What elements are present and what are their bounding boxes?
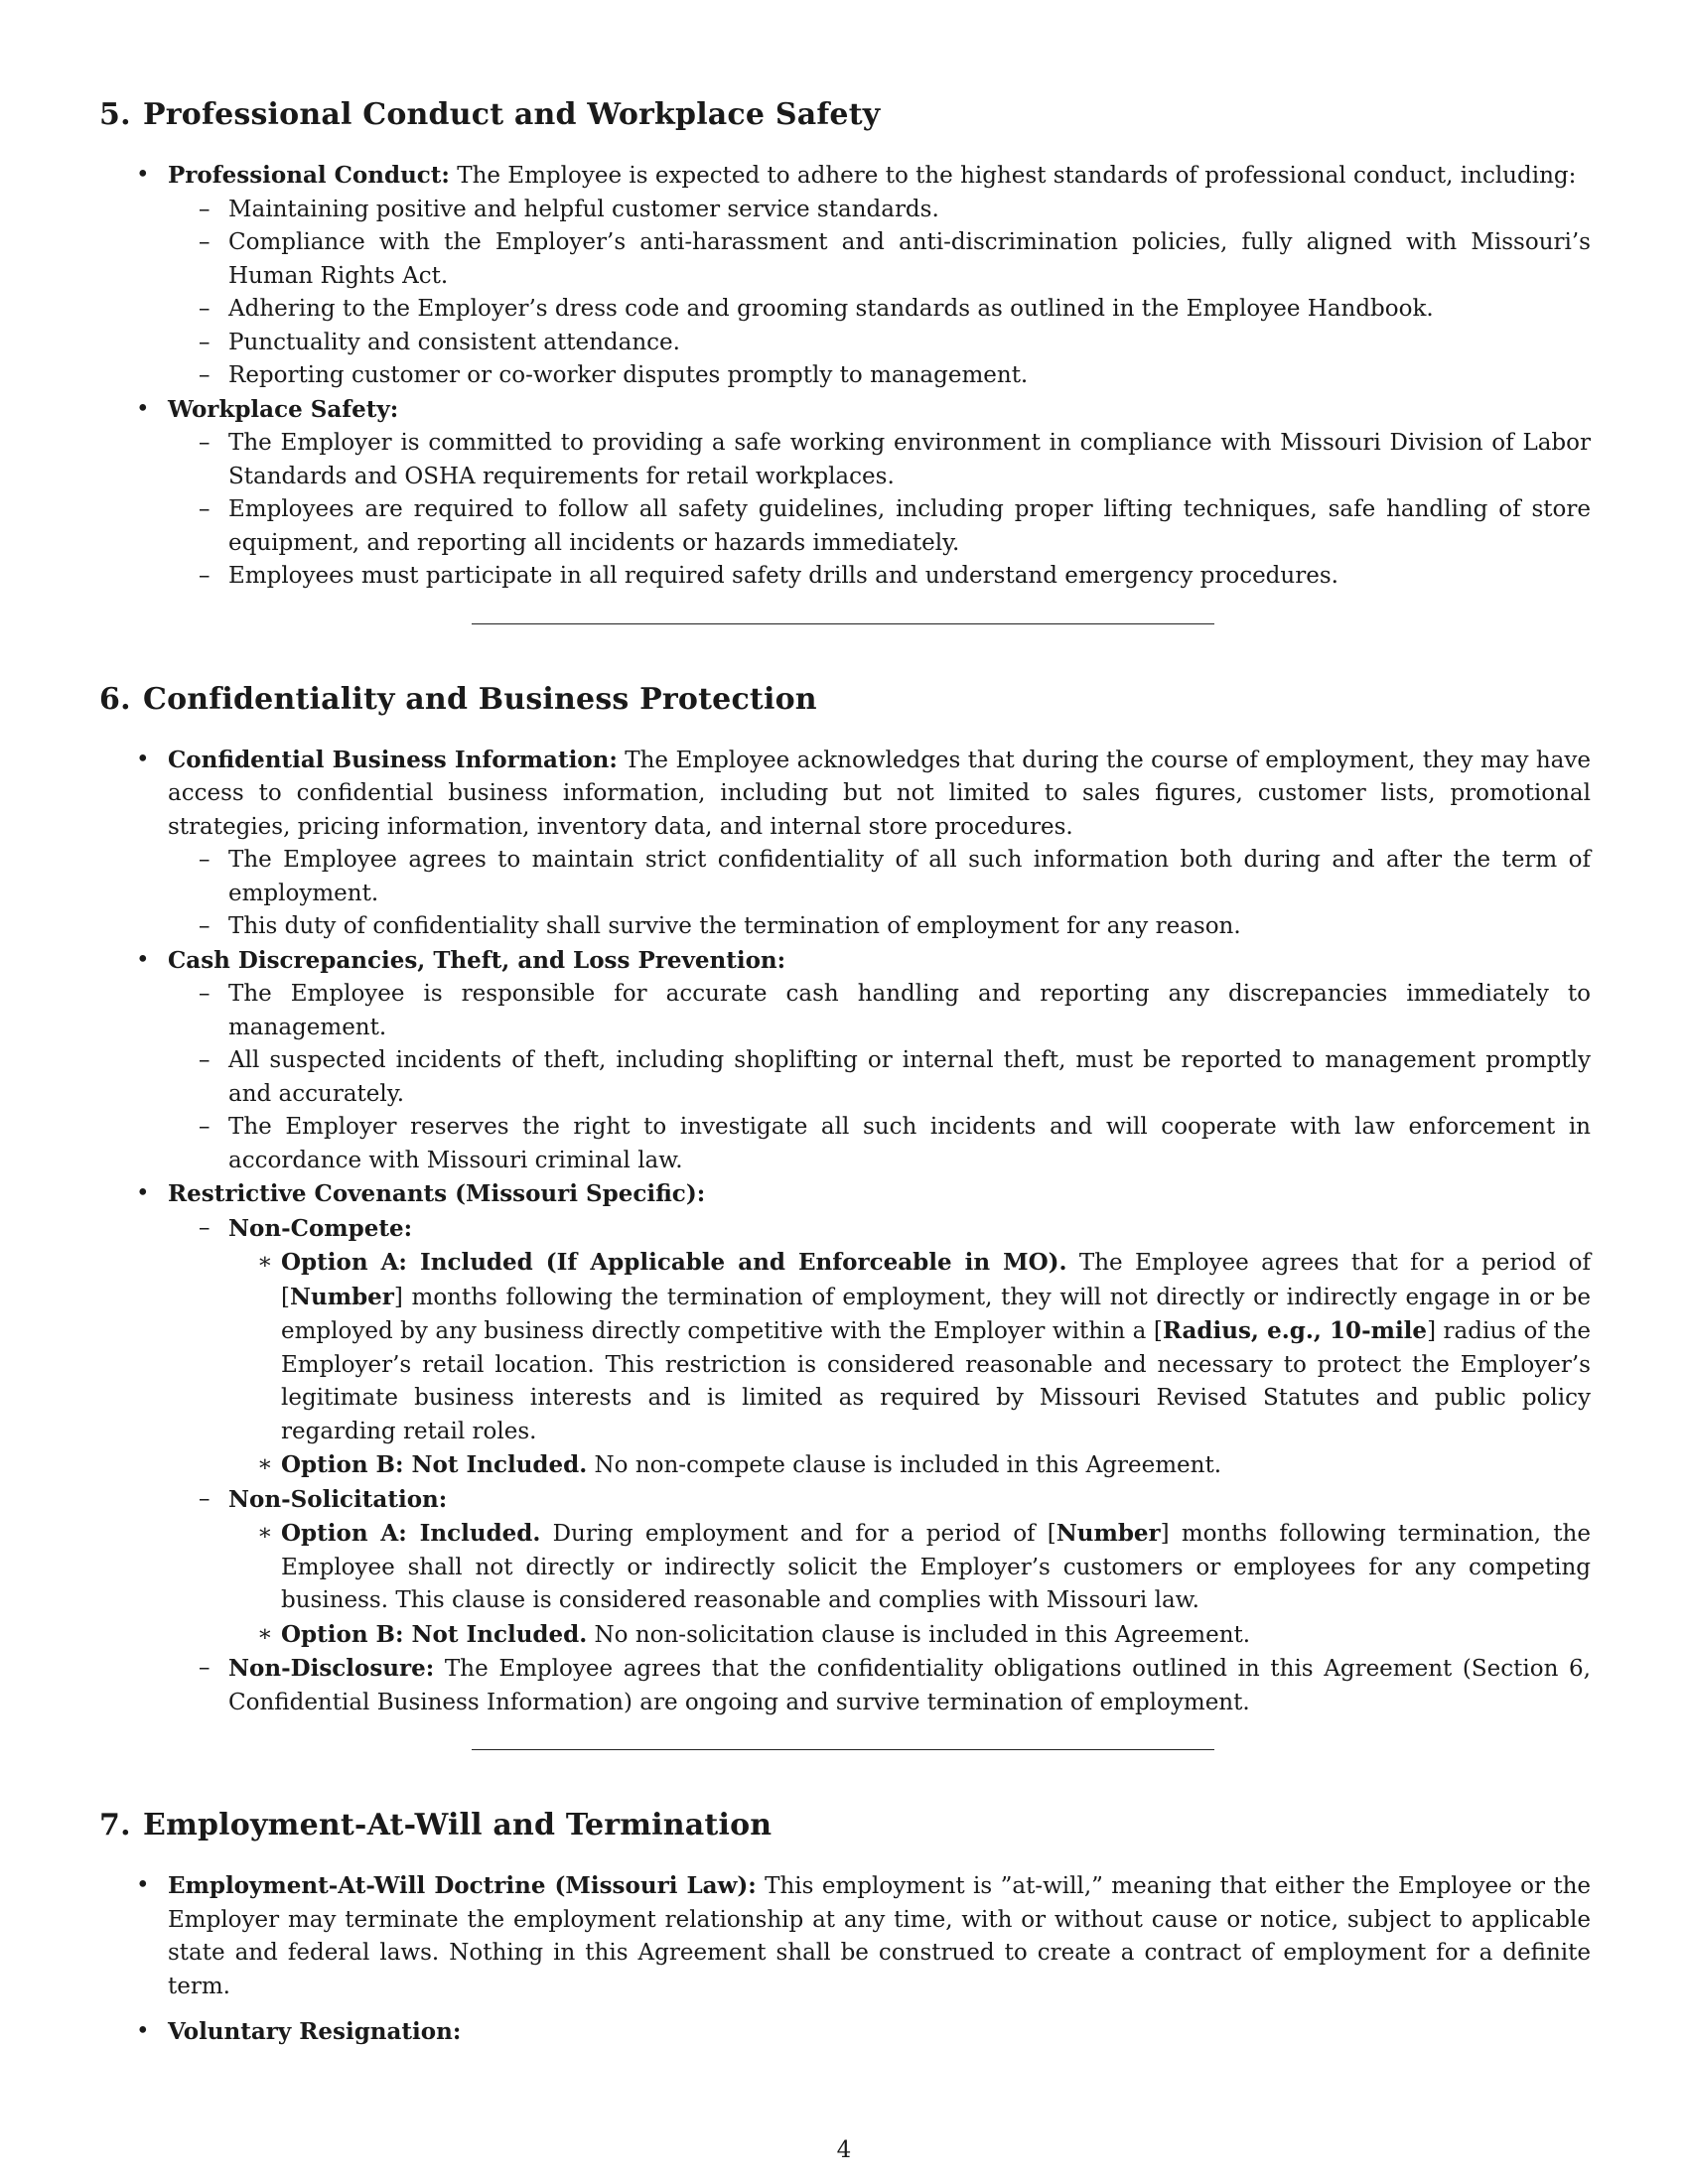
bullet-list: [99, 159, 1591, 594]
section-7: [99, 1802, 1591, 2050]
list-item-voluntary-resignation: • Voluntary Resignation:: [136, 2018, 462, 2045]
item-label: Restrictive Covenants (Missouri Specific):: [168, 1180, 706, 1207]
placeholder-field: Number: [289, 1283, 394, 1310]
item-label: Professional Conduct:: [168, 162, 450, 189]
sub-sub-list: [228, 1246, 1591, 1483]
section-number: 5.: [99, 97, 131, 132]
sub-list: [168, 978, 1591, 1177]
item-label: Confidential Business Information:: [168, 746, 618, 773]
bullet-list: [99, 1869, 1591, 2050]
placeholder-field: Radius, e.g., 10-mile: [1162, 1317, 1428, 1344]
section-divider: [472, 1749, 1214, 1750]
section-5: [99, 91, 1591, 624]
list-item: – Employees must participate in all required safety drills and understand emergency procedures.: [199, 563, 1338, 589]
item-label: Voluntary Resignation:: [168, 2018, 462, 2045]
sub-list: [168, 1212, 1591, 1720]
sub-sub-list: [228, 1517, 1591, 1652]
section-heading: [99, 1802, 1591, 1849]
list-item: – Reporting customer or co-worker disputes promptly to management.: [199, 362, 1029, 388]
list-item-option-a: ∗ Option A: Included (If Applicable and Enforceable in MO). The Employee agrees that for a period of [Number] months following the termination of employment, they will not directly or indirectly engage in or be employed by any business directly competitive with the Employer within a [Radius, e.g., 10-mile] radius of the Employer’s retail location. This restriction is considered reasonable and necessary to protect the Employer’s legitimate business interests and is limited as required by Missouri Revised Statutes and public policy regarding retail roles.: [257, 1249, 1591, 1444]
item-label: Cash Discrepancies, Theft, and Loss Prevention:: [168, 946, 786, 974]
item-label: Workplace Safety:: [168, 395, 399, 423]
list-item-option-a: ∗ Option A: Included. During employment and for a period of [Number] months following termination, the Employee shall not directly or indirectly solicit the Employer’s customers or employees for any competing business. This clause is considered reasonable and complies with Missouri law.: [257, 1520, 1591, 1613]
sub-list: [168, 844, 1591, 944]
list-item: – Maintaining positive and helpful customer service standards.: [199, 196, 939, 222]
list-item: – All suspected incidents of theft, including shoplifting or internal theft, must be reported to management promptly and accurately.: [199, 1047, 1591, 1107]
section-title: Confidentiality and Business Protection: [143, 681, 817, 717]
list-item: – This duty of confidentiality shall survive the termination of employment for any reason.: [199, 913, 1241, 939]
section-number: 7.: [99, 1808, 131, 1843]
list-item: – Adhering to the Employer’s dress code and grooming standards as outlined in the Employee Handbook.: [199, 296, 1434, 322]
document-content: [99, 91, 1591, 2050]
list-item-confidential-info: • Confidential Business Information: The Employee acknowledges that during the course of employment, they may have access to confidential business information, including but not limited to sales figures, customer lists, promotional strategies, pricing information, inventory data, and internal store procedures. – The Employee agrees to maintain strict confidentiality of all such information both during and after the term of employment. – This duty of confidentiality shall survive the termination of employment for any reason.: [99, 744, 1591, 944]
list-item-non-disclosure: – Non-Disclosure: The Employee agrees that the confidentiality obligations outlined in this Agreement (Section 6, Confidential Business Information) are ongoing and survive termination of employment.: [199, 1655, 1591, 1715]
list-item-cash-discrepancies: • Cash Discrepancies, Theft, and Loss Prevention: – The Employee is responsible for accurate cash handling and reporting any discrepancies immediately to management. – All suspected incidents of theft, including shoplifting or internal theft, must be reported to management promptly and accurately. – The Employer reserves the right to investigate all such incidents and will cooperate with law enforcement in accordance with Missouri criminal law.: [99, 944, 1591, 1178]
list-item-non-compete: – Non-Compete: ∗ Option A: Included (If Applicable and Enforceable in MO). The Employee agrees that for a period of [Number] months following the termination of employment, they will not directly or indirectly engage in or be employed by any business directly competitive with the Employer within a [Radius, e.g., 10-mile] radius of the Employer’s retail location. This restriction is considered reasonable and necessary to protect the Employer’s legitimate business interests and is limited as required by Missouri Revised Statutes and public policy regarding retail roles. ∗ Option B: Not Included. No non-compete clause is included in this Agreement.: [168, 1212, 1591, 1483]
list-item: – The Employee is responsible for accurate cash handling and reporting any discrepancies immediately to management.: [199, 981, 1591, 1040]
item-text: The Employee is expected to adhere to the highest standards of professional conduct, including:: [449, 163, 1577, 189]
list-item: – The Employee agrees to maintain strict confidentiality of all such information both during and after the term of employment.: [199, 847, 1591, 906]
section-heading: [99, 676, 1591, 724]
section-number: 6.: [99, 681, 131, 717]
list-item-option-b: ∗ Option B: Not Included. No non-solicitation clause is included in this Agreement.: [257, 1620, 1251, 1648]
list-item: – Punctuality and consistent attendance.: [199, 329, 680, 355]
item-label: Non-Disclosure:: [228, 1655, 435, 1682]
item-text: This employment is ”at-will,” meaning that either the Employee or the Employer may terminate the employment relationship at any time, with or without cause or notice, subject to applicable state and federal laws. Nothing in this Agreement shall be construed to create a contract of employment for a definite term.: [168, 1873, 1591, 1999]
list-item-at-will: • Employment-At-Will Doctrine (Missouri Law): This employment is ”at-will,” meaning that either the Employee or the Employer may terminate the employment relationship at any time, with or without cause or notice, subject to applicable state and federal laws. Nothing in this Agreement shall be construed to create a contract of employment for a definite term.: [136, 1872, 1591, 1999]
section-divider: [472, 623, 1214, 624]
item-label: Non-Solicitation:: [228, 1485, 448, 1513]
section-title: Employment-At-Will and Termination: [143, 1808, 773, 1843]
list-item: – Compliance with the Employer’s anti-harassment and anti-discrimination policies, fully aligned with Missouri’s Human Rights Act.: [199, 229, 1591, 289]
list-item: – Employees are required to follow all safety guidelines, including proper lifting techniques, safe handling of store equipment, and reporting all incidents or hazards immediately.: [199, 496, 1591, 556]
placeholder-field: Number: [1055, 1520, 1161, 1547]
list-item-professional-conduct: • Professional Conduct: The Employee is expected to adhere to the highest standards of professional conduct, including: – Maintaining positive and helpful customer service standards. – Compliance with the Employer’s anti-harassment and anti-discrimination policies, fully aligned with Missouri’s Human Rights Act. – Adhering to the Employer’s dress code and grooming standards as outlined in the Employee Handbook. – Punctuality and consistent attendance. – Reporting customer or co-worker disputes promptly to management.: [99, 159, 1591, 393]
section-6: [99, 676, 1591, 1751]
item-text: The Employee acknowledges that during the course of employment, they may have access to confidential business information, including but not limited to sales figures, customer lists, promotional strategies, pricing information, inventory data, and internal store procedures.: [168, 747, 1591, 840]
sub-list: [168, 427, 1591, 594]
list-item: – The Employer is committed to providing a safe working environment in compliance with Missouri Division of Labor Standards and OSHA requirements for retail workplaces.: [199, 430, 1591, 489]
item-label: Employment-At-Will Doctrine (Missouri Law):: [168, 1872, 757, 1899]
bullet-list: [99, 744, 1591, 1720]
list-item-restrictive-covenants: • Restrictive Covenants (Missouri Specific): – Non-Compete: ∗ Option A: Included (If Applicable and Enforceable in MO). The Employee agrees that for a period of [Number] months following the termination of employment, they will not directly or indirectly engage in or be employed by any business directly competitive with the Employer within a [Radius, e.g., 10-mile] radius of the Employer’s retail location. This restriction is considered reasonable and necessary to protect the Employer’s legitimate business interests and is limited as required by Missouri Revised Statutes and public policy regarding retail roles. ∗ Option B: Not Included. No non-compete clause is included in this Agreement. – Non-Solicitation: ∗ Option A: Included. During employment and for a period of [Number] months following termination, the Employee shall not directly or indirectly solicit the Employer’s customers or employees for any competing business. This clause is considered reasonable and complies with Missouri law. ∗ Option B: Not Included. No non-solicitation clause is included in this Agreement. – Non-Disclosure: The Employee agrees that the confidentiality obligations outlined in this Agreement (Section 6, Confidential Business Information) are ongoing and survive termination of employment.: [99, 1177, 1591, 1719]
sub-list: [168, 194, 1591, 393]
page-number: 4: [836, 2137, 852, 2163]
section-title: Professional Conduct and Workplace Safety: [143, 97, 881, 132]
list-item-option-b: ∗ Option B: Not Included. No non-compete clause is included in this Agreement.: [257, 1451, 1222, 1478]
list-item-workplace-safety: • Workplace Safety: – The Employer is committed to providing a safe working environment in compliance with Missouri Division of Labor Standards and OSHA requirements for retail workplaces. – Employees are required to follow all safety guidelines, including proper lifting techniques, safe handling of store equipment, and reporting all incidents or hazards immediately. – Employees must participate in all required safety drills and understand emergency procedures.: [99, 393, 1591, 594]
list-item: – The Employer reserves the right to investigate all such incidents and will cooperate with law enforcement in accordance with Missouri criminal law.: [199, 1114, 1591, 1173]
item-label: Non-Compete:: [228, 1214, 413, 1242]
list-item-non-solicitation: – Non-Solicitation: ∗ Option A: Included. During employment and for a period of [Number] months following termination, the Employee shall not directly or indirectly solicit the Employer’s customers or employees for any competing business. This clause is considered reasonable and complies with Missouri law. ∗ Option B: Not Included. No non-solicitation clause is included in this Agreement.: [168, 1483, 1591, 1653]
section-heading: [99, 91, 1591, 139]
